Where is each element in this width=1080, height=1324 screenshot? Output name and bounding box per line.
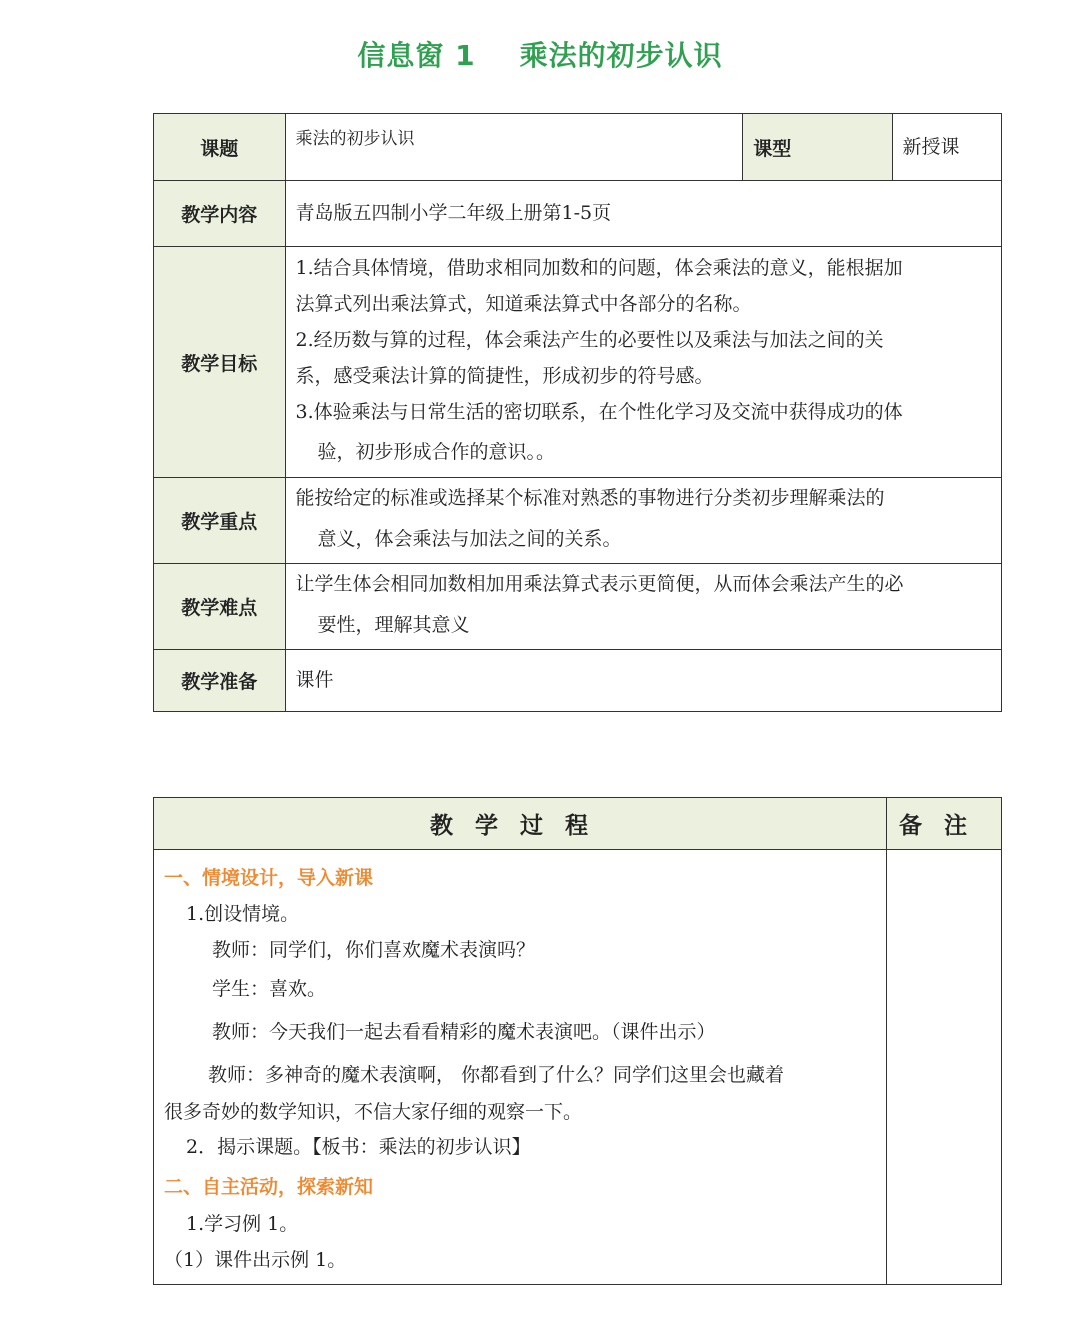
difficulty-label: 教学难点	[154, 564, 286, 650]
section-title: 二、自主活动，探索新知	[164, 1176, 374, 1198]
goal-line: 1.结合具体情境，借助求相同加数和的问题，体会乘法的意义，能根据加	[295, 257, 903, 279]
dialogue-line: 教师：今天我们一起去看看精彩的魔术表演吧。（课件出示）	[212, 1021, 716, 1043]
step-line: 1.学习例 1。	[186, 1213, 299, 1235]
notes-header: 备注	[887, 798, 1002, 850]
difficulty-value	[285, 564, 1001, 650]
topic-value: 乘法的初步认识	[285, 114, 743, 181]
process-body	[154, 850, 887, 1285]
content-label: 教学内容	[154, 181, 286, 247]
step-line: （1）课件出示例 1。	[164, 1249, 347, 1271]
goal-line: 3.体验乘法与日常生活的密切联系，在个性化学习及交流中获得成功的体	[295, 401, 903, 423]
step-line: 1.创设情境。	[186, 903, 300, 925]
page-title	[0, 34, 1080, 74]
dialogue-line: 教师：同学们，你们喜欢魔术表演吗？	[212, 939, 536, 961]
goal-line: 系，感受乘法计算的简捷性，形成初步的符号感。	[295, 365, 714, 387]
goal-line: 法算式列出乘法算式，知道乘法算式中各部分的名称。	[295, 293, 752, 315]
goals-label: 教学目标	[154, 247, 286, 478]
goal-line: 2.经历数与算的过程，体会乘法产生的必要性以及乘法与加法之间的关	[295, 329, 884, 351]
teaching-process-table	[153, 797, 1002, 1285]
difficulty-line: 让学生体会相同加数相加用乘法算式表示更简便，从而体会乘法产生的必	[295, 572, 904, 595]
step-line: 2．揭示课题。【板书：乘法的初步认识】	[186, 1136, 531, 1158]
prep-value: 课件	[285, 650, 1001, 712]
lesson-info-table	[153, 113, 1002, 712]
section-title: 一、情境设计，导入新课	[164, 867, 374, 889]
type-label: 课型	[743, 114, 892, 181]
key-points-label: 教学重点	[154, 478, 286, 564]
key-points-value	[285, 478, 1001, 564]
content-value: 青岛版五四制小学二年级上册第1-5页	[285, 181, 1001, 247]
dialogue-line: 很多奇妙的数学知识，不信大家仔细的观察一下。	[164, 1101, 583, 1123]
dialogue-line: 学生：喜欢。	[212, 978, 327, 1000]
topic-label: 课题	[154, 114, 286, 181]
goal-line: 验，初步形成合作的意识。。	[317, 441, 556, 463]
process-header: 教学过程	[154, 798, 887, 850]
prep-label: 教学准备	[154, 650, 286, 712]
type-value: 新授课	[892, 114, 1001, 181]
difficulty-line: 要性，理解其意义	[317, 613, 470, 636]
key-line: 意义，体会乘法与加法之间的关系。	[317, 527, 622, 550]
title-info-window: 信息窗 1	[357, 39, 476, 72]
dialogue-line: 教师：多神奇的魔术表演啊， 你都看到了什么？同学们这里会也藏着	[208, 1064, 785, 1086]
notes-body	[887, 850, 1002, 1285]
title-lesson-name: 乘法的初步认识	[519, 39, 723, 72]
key-line: 能按给定的标准或选择某个标准对熟悉的事物进行分类初步理解乘法的	[295, 486, 885, 509]
goals-value	[285, 247, 1001, 478]
